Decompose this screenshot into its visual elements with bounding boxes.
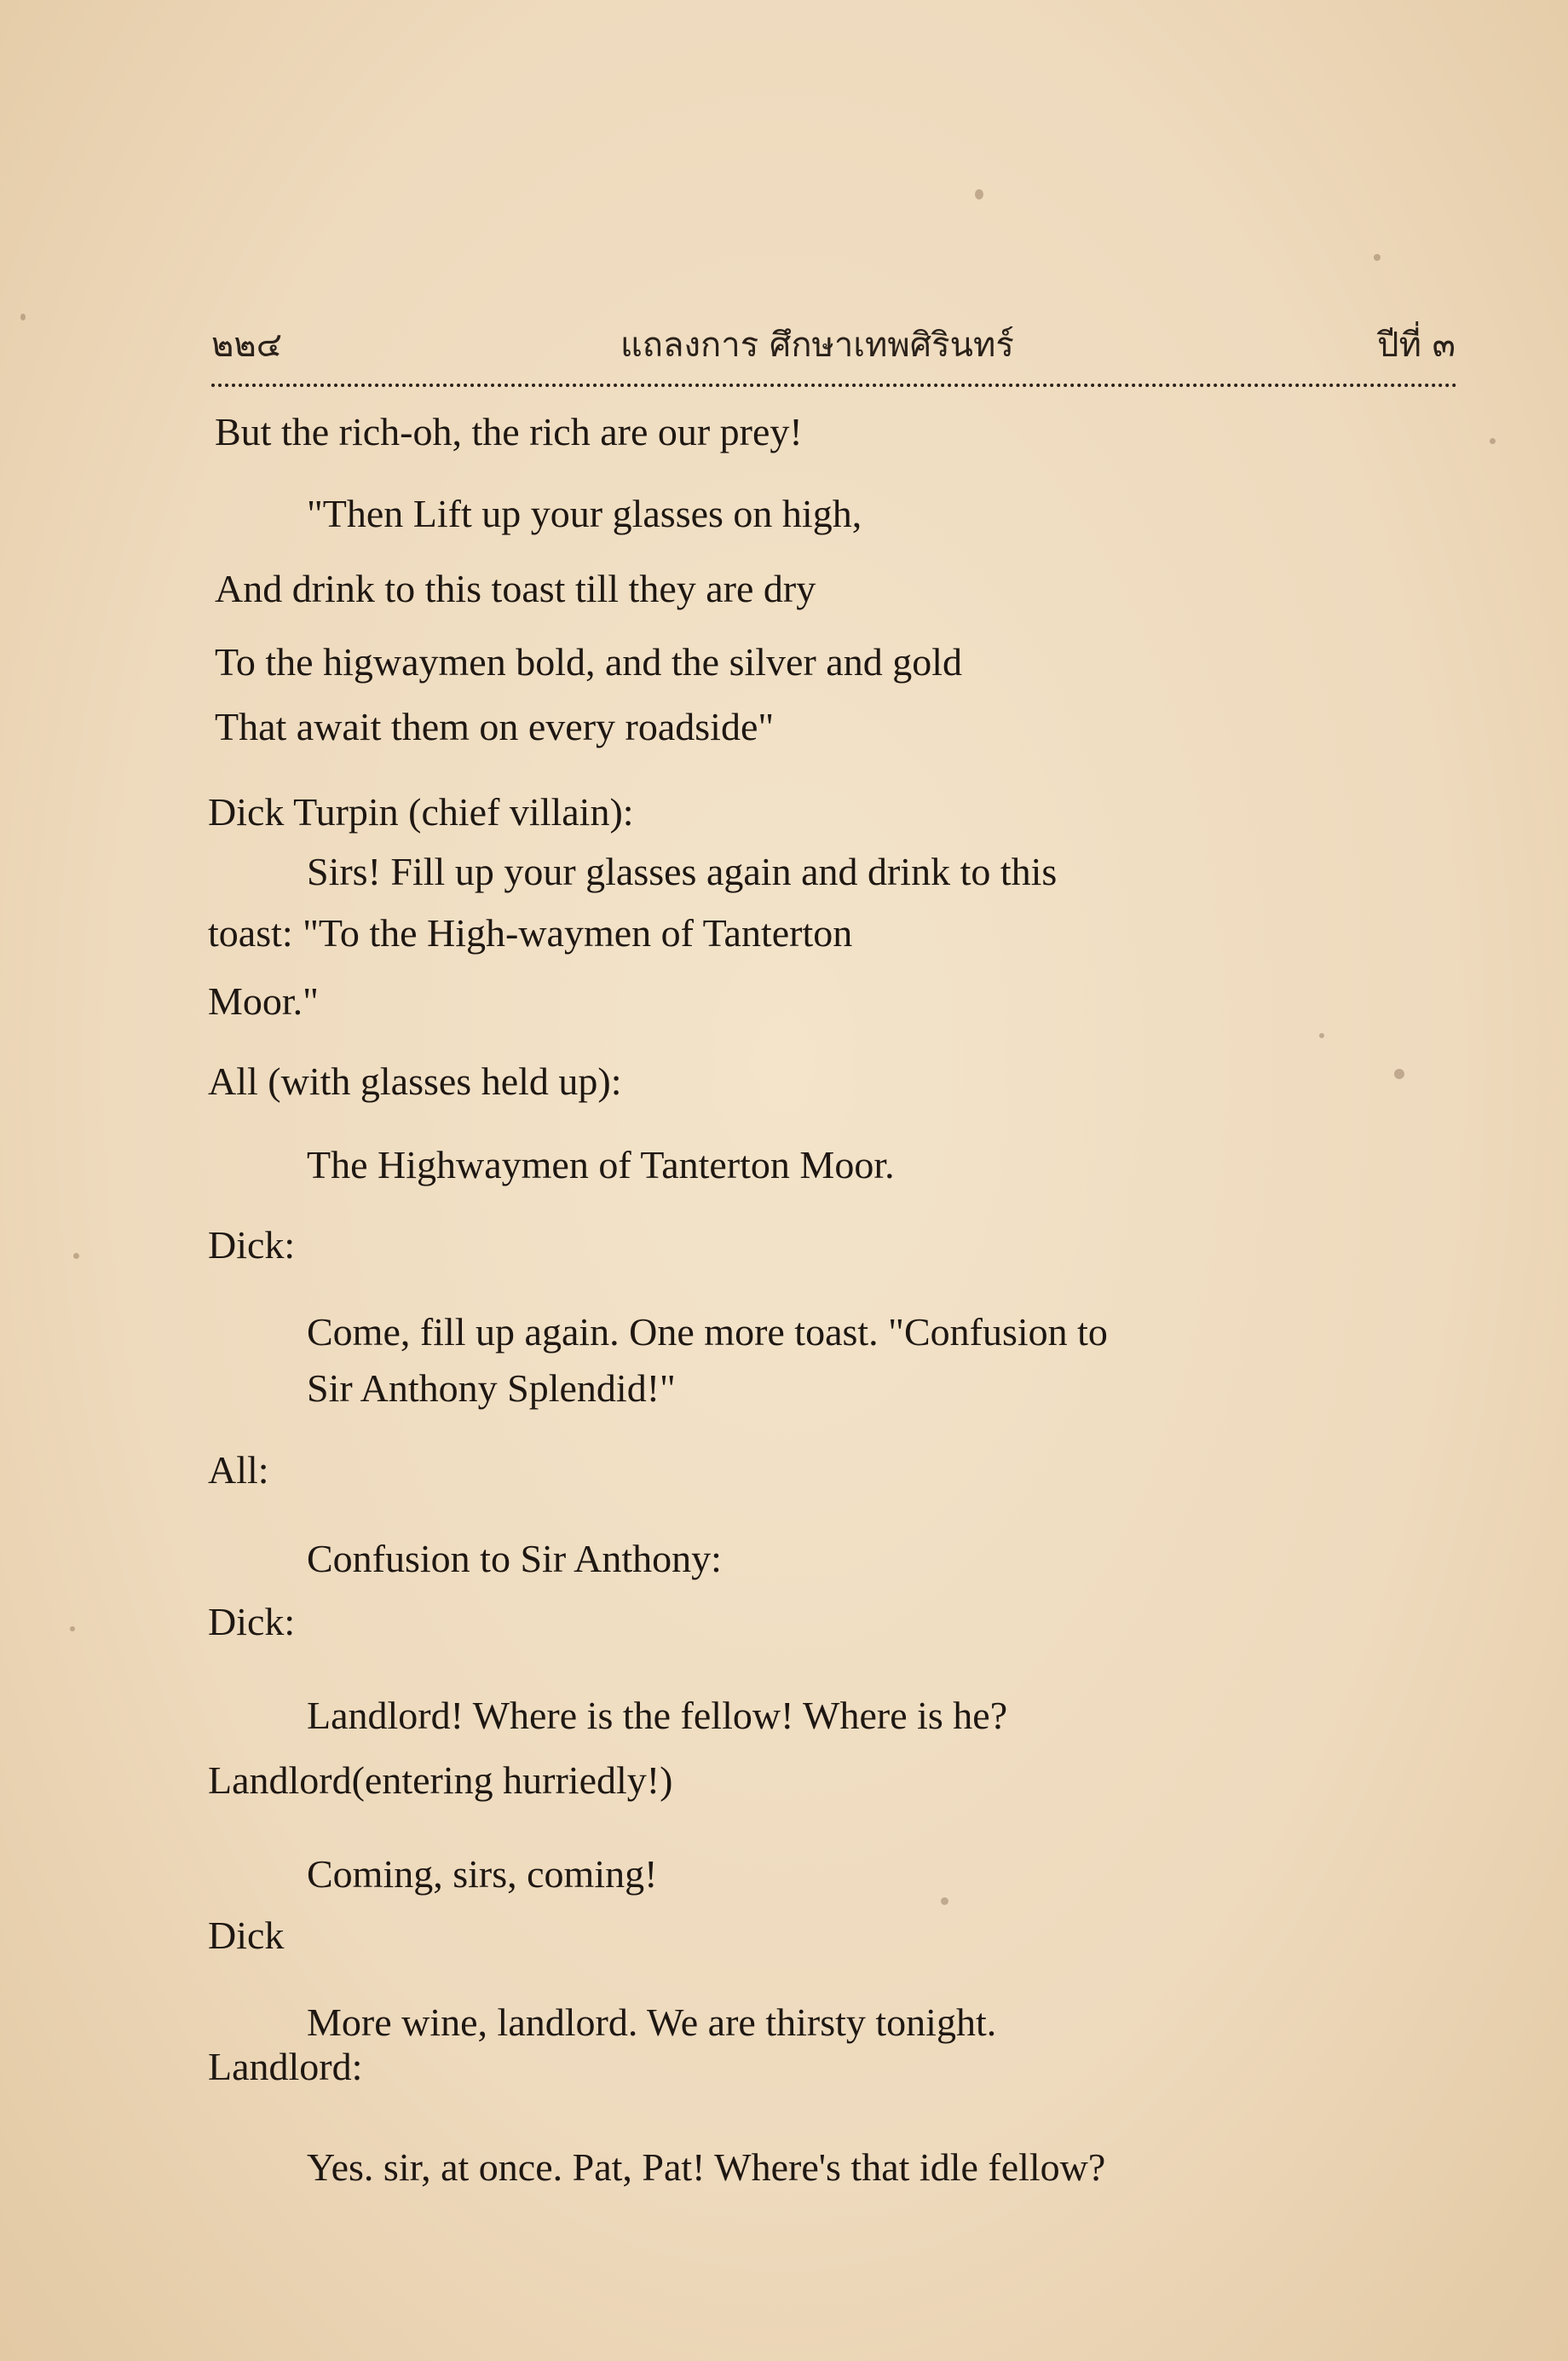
- dialogue-line: Moor.": [208, 979, 319, 1023]
- running-title: แถลงการ ศึกษาเทพศิรินทร์: [620, 326, 1014, 365]
- dialogue-line: Yes. sir, at once. Pat, Pat! Where's that idle fellow?: [307, 2145, 1106, 2189]
- speaker-name: Dick Turpin (chief villain):: [208, 790, 634, 834]
- paper-speck: [1319, 1033, 1324, 1038]
- speaker-name: Dick:: [208, 1223, 296, 1267]
- paper-speck: [941, 1897, 948, 1905]
- paper-speck: [70, 1626, 75, 1631]
- verse-line: And drink to this toast till they are dry: [215, 567, 816, 610]
- header-dotted-rule: [211, 384, 1457, 387]
- verse-line: But the rich-oh, the rich are our prey!: [215, 410, 803, 453]
- speaker-name: Dick:: [208, 1600, 296, 1643]
- paper-speck: [73, 1253, 79, 1259]
- paper-speck: [975, 189, 983, 199]
- volume-label: ปีที่ ๓: [1377, 326, 1456, 365]
- paper-speck: [20, 314, 26, 320]
- paper-speck: [1394, 1069, 1404, 1079]
- paper-speck: [1490, 438, 1496, 444]
- verse-line: "Then Lift up your glasses on high,: [307, 492, 862, 535]
- paper-speck: [1374, 254, 1381, 261]
- speaker-name: Landlord:: [208, 2045, 363, 2088]
- speaker-name: All:: [208, 1448, 269, 1492]
- verse-line: That await them on every roadside": [215, 705, 775, 748]
- dialogue-line: toast: "To the High-waymen of Tanterton: [208, 911, 853, 955]
- dialogue-line: The Highwaymen of Tanterton Moor.: [307, 1143, 895, 1186]
- page-header: [211, 317, 1456, 368]
- dialogue-line: Landlord! Where is the fellow! Where is he?: [307, 1694, 1008, 1737]
- page-number: ๒๒๔: [211, 326, 283, 365]
- speaker-name: Landlord(entering hurriedly!): [208, 1758, 673, 1802]
- dialogue-line: Confusion to Sir Anthony:: [307, 1537, 722, 1580]
- dialogue-line: Coming, sirs, coming!: [307, 1852, 658, 1896]
- dialogue-line: More wine, landlord. We are thirsty tonight.: [307, 2000, 997, 2044]
- speaker-name: All (with glasses held up):: [208, 1059, 622, 1103]
- verse-line: To the higwaymen bold, and the silver and gold: [215, 640, 962, 684]
- dialogue-line: Sirs! Fill up your glasses again and drink to this: [307, 850, 1058, 893]
- dialogue-line: Sir Anthony Splendid!": [307, 1366, 676, 1410]
- dialogue-line: Come, fill up again. One more toast. "Confusion to: [307, 1310, 1108, 1354]
- speaker-name: Dick: [208, 1914, 285, 1957]
